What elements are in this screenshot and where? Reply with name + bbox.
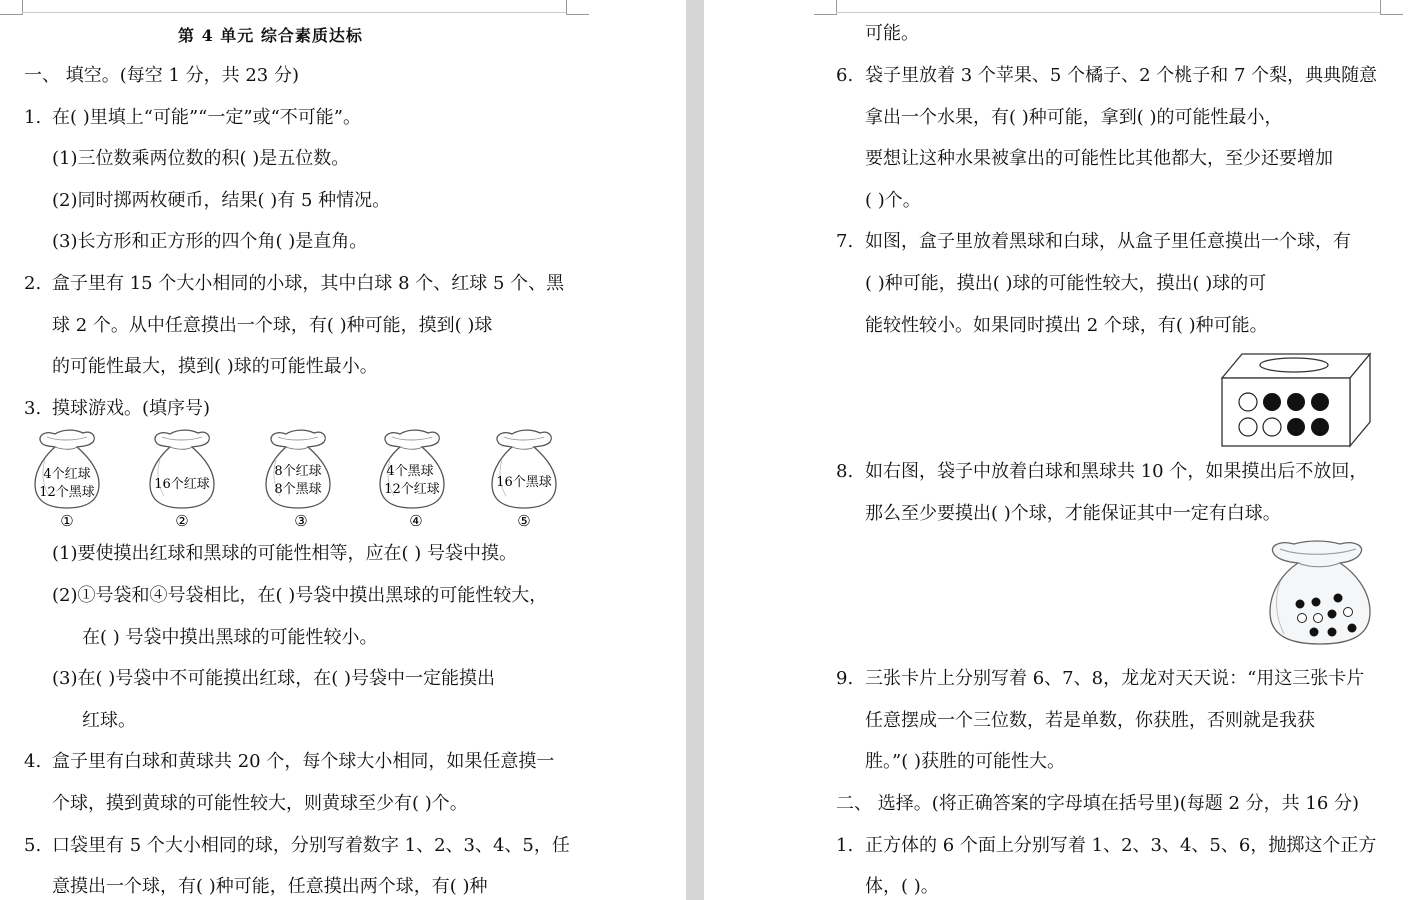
question-number: 1. <box>24 107 42 128</box>
bag-3 <box>266 430 330 530</box>
question-text: 在( )里填上“可能”“一定”或“不可能”。 <box>52 107 361 128</box>
question-text: 的可能性最大，摸到( )球的可能性最小。 <box>52 356 378 377</box>
question-text: 胜。”( )获胜的可能性大。 <box>865 751 1065 772</box>
black-ball <box>1296 600 1305 609</box>
question-number: 6. <box>836 65 854 86</box>
bag-1 <box>35 430 99 530</box>
black-ball <box>1328 610 1337 619</box>
white-ball <box>1239 418 1257 436</box>
black-ball <box>1310 628 1319 637</box>
question-number: 9. <box>836 668 854 689</box>
white-ball <box>1314 614 1323 623</box>
black-ball <box>1287 393 1305 411</box>
black-ball <box>1328 628 1337 637</box>
question-text: (2)①号袋和④号袋相比，在( )号袋中摸出黑球的可能性较大， <box>52 585 548 606</box>
question-text: 红球。 <box>82 710 136 731</box>
question-text: (2)同时掷两枚硬币，结果( )有 5 种情况。 <box>52 190 391 211</box>
question-text: ( )种可能，摸出( )球的可能性较大，摸出( )球的可 <box>865 273 1267 294</box>
question-text: 体，( )。 <box>865 876 939 897</box>
white-ball <box>1344 608 1353 617</box>
page-title: 第 4 单元 综合素质达标 <box>178 26 363 45</box>
question-text: (1)要使摸出红球和黑球的可能性相等，应在( ) 号袋中摸。 <box>52 543 517 564</box>
question-text: ( )个。 <box>865 190 921 211</box>
bag-number: ① <box>60 512 74 530</box>
question-text: 袋子里放着 3 个苹果、5 个橘子、2 个桃子和 7 个梨，典典随意 <box>865 65 1378 86</box>
question-text: 那么至少要摸出( )个球，才能保证其中一定有白球。 <box>865 503 1281 524</box>
bag-label-line2: 12个红球 <box>384 482 440 497</box>
header-rule <box>22 12 566 13</box>
section-heading: 一、 填空。(每空 1 分，共 23 分) <box>24 65 300 86</box>
question-text: 意摸出一个球，有( )种可能，任意摸出两个球，有( )种 <box>52 876 488 897</box>
question-text: 盒子里有白球和黄球共 20 个，每个球大小相同，如果任意摸一 <box>52 751 555 772</box>
black-ball <box>1287 418 1305 436</box>
white-ball <box>1263 418 1281 436</box>
question-text: (1)三位数乘两位数的积( )是五位数。 <box>52 148 350 169</box>
bag-label-line2: 12个黑球 <box>39 485 95 500</box>
question-text: 可能。 <box>865 23 919 44</box>
crop-mark <box>1380 0 1403 15</box>
question-text: 任意摆成一个三位数，若是单数，你获胜，否则就是我获 <box>865 710 1315 731</box>
question-text: 拿出一个水果，有( )种可能，拿到( )的可能性最小， <box>865 107 1283 128</box>
bag-label-line2: 8个黑球 <box>274 482 322 497</box>
question-number: 7. <box>836 231 854 252</box>
question-text: 如图，盒子里放着黑球和白球，从盒子里任意摸出一个球，有 <box>865 231 1351 252</box>
black-ball <box>1348 624 1357 633</box>
bag-2 <box>150 430 214 530</box>
question-text: (3)在( )号袋中不可能摸出红球，在( )号袋中一定能摸出 <box>52 668 496 689</box>
bag-label-line1: 16个红球 <box>154 477 210 492</box>
question-number: 4. <box>24 751 42 772</box>
white-ball <box>1239 393 1257 411</box>
bag-5 <box>492 430 556 530</box>
black-ball <box>1334 594 1343 603</box>
header-rule <box>836 12 1380 13</box>
ball-box-figure <box>1220 352 1376 448</box>
bag-number: ④ <box>409 512 423 530</box>
bag-label-line1: 4个红球 <box>43 467 91 482</box>
ball-bag-figure <box>1264 540 1376 650</box>
bag-label-line1: 4个黑球 <box>386 464 434 479</box>
question-number: 8. <box>836 461 854 482</box>
question-text: 口袋里有 5 个大小相同的球，分别写着数字 1、2、3、4、5，任 <box>52 835 570 856</box>
question-text: 三张卡片上分别写着 6、7、8，龙龙对天天说：“用这三张卡片 <box>865 668 1365 689</box>
bag-number: ② <box>175 512 189 530</box>
question-text: 在( ) 号袋中摸出黑球的可能性较小。 <box>82 627 378 648</box>
black-ball <box>1311 393 1329 411</box>
bag-4 <box>380 430 444 530</box>
question-number: 2. <box>24 273 42 294</box>
crop-mark <box>0 0 23 15</box>
question-text: 如右图，袋子中放着白球和黑球共 10 个，如果摸出后不放回， <box>865 461 1368 482</box>
box-opening <box>1260 358 1328 372</box>
question-number: 3. <box>24 398 42 419</box>
section-heading: 二、 选择。(将正确答案的字母填在括号里)(每题 2 分，共 16 分) <box>836 793 1360 814</box>
question-text: 球 2 个。从中任意摸出一个球，有( )种可能，摸到( )球 <box>52 315 493 336</box>
question-number: 5. <box>24 835 42 856</box>
question-number: 1. <box>836 835 854 856</box>
question-text: 正方体的 6 个面上分别写着 1、2、3、4、5、6，抛掷这个正方 <box>865 835 1377 856</box>
bag-label-line1: 16个黑球 <box>496 475 552 490</box>
black-ball <box>1263 393 1281 411</box>
question-text: 摸球游戏。(填序号) <box>52 398 211 419</box>
bag-number: ⑤ <box>517 512 531 530</box>
question-text: 盒子里有 15 个大小相同的小球，其中白球 8 个、红球 5 个、黑 <box>52 273 565 294</box>
bag-label-line1: 8个红球 <box>274 464 322 479</box>
black-ball <box>1311 418 1329 436</box>
question-text: 能较性较小。如果同时摸出 2 个球，有( )种可能。 <box>865 315 1268 336</box>
question-text: 个球，摸到黄球的可能性较大，则黄球至少有( )个。 <box>52 793 468 814</box>
left-page <box>0 0 686 900</box>
crop-mark <box>814 0 837 15</box>
black-ball <box>1312 598 1321 607</box>
crop-mark <box>566 0 589 15</box>
white-ball <box>1298 614 1307 623</box>
bag-number: ③ <box>294 512 308 530</box>
question-text: (3)长方形和正方形的四个角( )是直角。 <box>52 231 368 252</box>
bags-figure <box>30 428 570 536</box>
question-text: 要想让这种水果被拿出的可能性比其他都大，至少还要增加 <box>865 148 1333 169</box>
right-page <box>704 0 1416 900</box>
